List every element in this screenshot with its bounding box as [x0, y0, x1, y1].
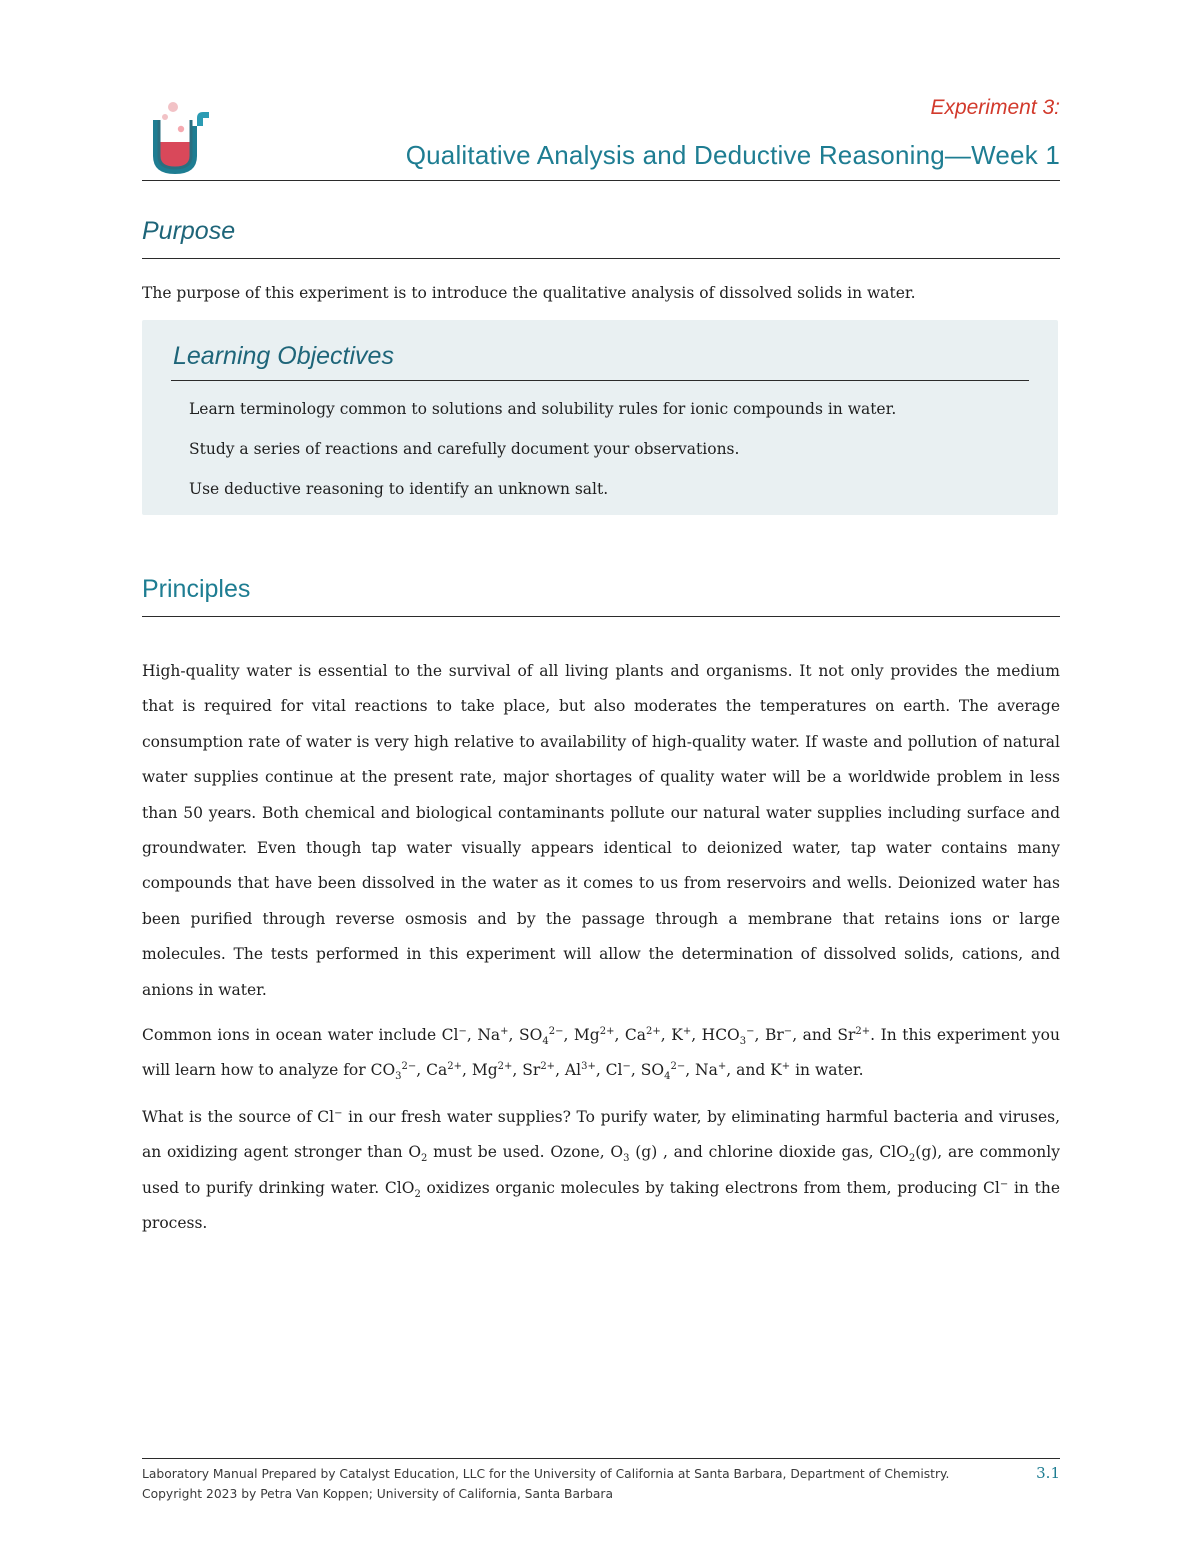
learning-objectives-list: [189, 398, 896, 518]
principles-rule: [142, 616, 1060, 617]
purpose-rule: [142, 258, 1060, 259]
principles-paragraph-2: Common ions in ocean water include Cl−, Na+, $SO_4^{2-}$, $Mg^{2+}$, $Ca^{2+}$, K+, $HCO_3^-$, Br−, and $Sr^{2+}$. In this experiment you will learn how to analyze for $CO_3^{2-}$, $Ca^{2+}$, $Mg^{2+}$, $Sr^{2+}$, $Al^{3+}$, Cl−, $SO_4^{2-}$, Na+, and K+ in water.: [142, 1025, 1060, 1083]
learning-objectives-rule: [171, 380, 1029, 381]
principles-paragraph-3: What is the source of Cl− in our fresh water supplies? To purify water, by eliminating harmful bacteria and viruses, an oxidizing agent stronger than $O_2$ must be used. Ozone, $O_3$ (g) , and chlorine dioxide gas, ClO$_2$(g), are commonly used to purify drinking water. ClO$_2$ oxidizes organic molecules by taking electrons from them, producing Cl− in the process.: [142, 1107, 1060, 1233]
experiment-number: Experiment 3:: [930, 96, 1060, 119]
flask-logo-icon: [145, 98, 215, 178]
purpose-text: The purpose of this experiment is to introduce the qualitative analysis of dissolved solids in water.: [142, 284, 916, 302]
list-item: Learn terminology common to solutions and solubility rules for ionic compounds in water.: [189, 400, 897, 418]
principles-paragraph-1: High-quality water is essential to the survival of all living plants and organisms. It not only provides the medium that is required for vital reactions to take place, but also moderates the temperatures on earth. The average consumption rate of water is very high relative to availability of high-quality water. If waste and pollution of natural water supplies continue at the present rate, major shortages of quality water will be a worldwide problem in less than 50 years. Both chemical and biological contaminants pollute our natural water supplies including surface and groundwater. Even though tap water visually appears identical to deionized water, tap water contains many compounds that have been dissolved in the water as it comes to us from reservoirs and wells. Deionized water has been purified through reverse osmosis and by the passage through a membrane that retains ions or large molecules. The tests performed in this experiment will allow the determination of dissolved solids, cations, and anions in water.: [142, 662, 1060, 999]
footer-credit: Laboratory Manual Prepared by Catalyst Education, LLC for the University of California at Santa Barbara, Department of Chemistry.: [142, 1467, 950, 1481]
purpose-heading: Purpose: [142, 217, 236, 245]
footer-rule: [142, 1458, 1060, 1459]
footer-copyright: Copyright 2023 by Petra Van Koppen; University of California, Santa Barbara: [142, 1487, 614, 1501]
page-number: 3.1: [1036, 1464, 1060, 1482]
list-item: Use deductive reasoning to identify an unknown salt.: [189, 480, 609, 498]
principles-heading: Principles: [142, 575, 251, 603]
header-rule: [142, 180, 1060, 181]
experiment-title: Qualitative Analysis and Deductive Reasoning—Week 1: [405, 140, 1060, 170]
document-page: [142, 0, 1060, 1553]
learning-objectives-box: [142, 320, 1058, 515]
learning-objectives-heading: Learning Objectives: [173, 342, 394, 370]
list-item: Study a series of reactions and carefully document your observations.: [189, 440, 740, 458]
